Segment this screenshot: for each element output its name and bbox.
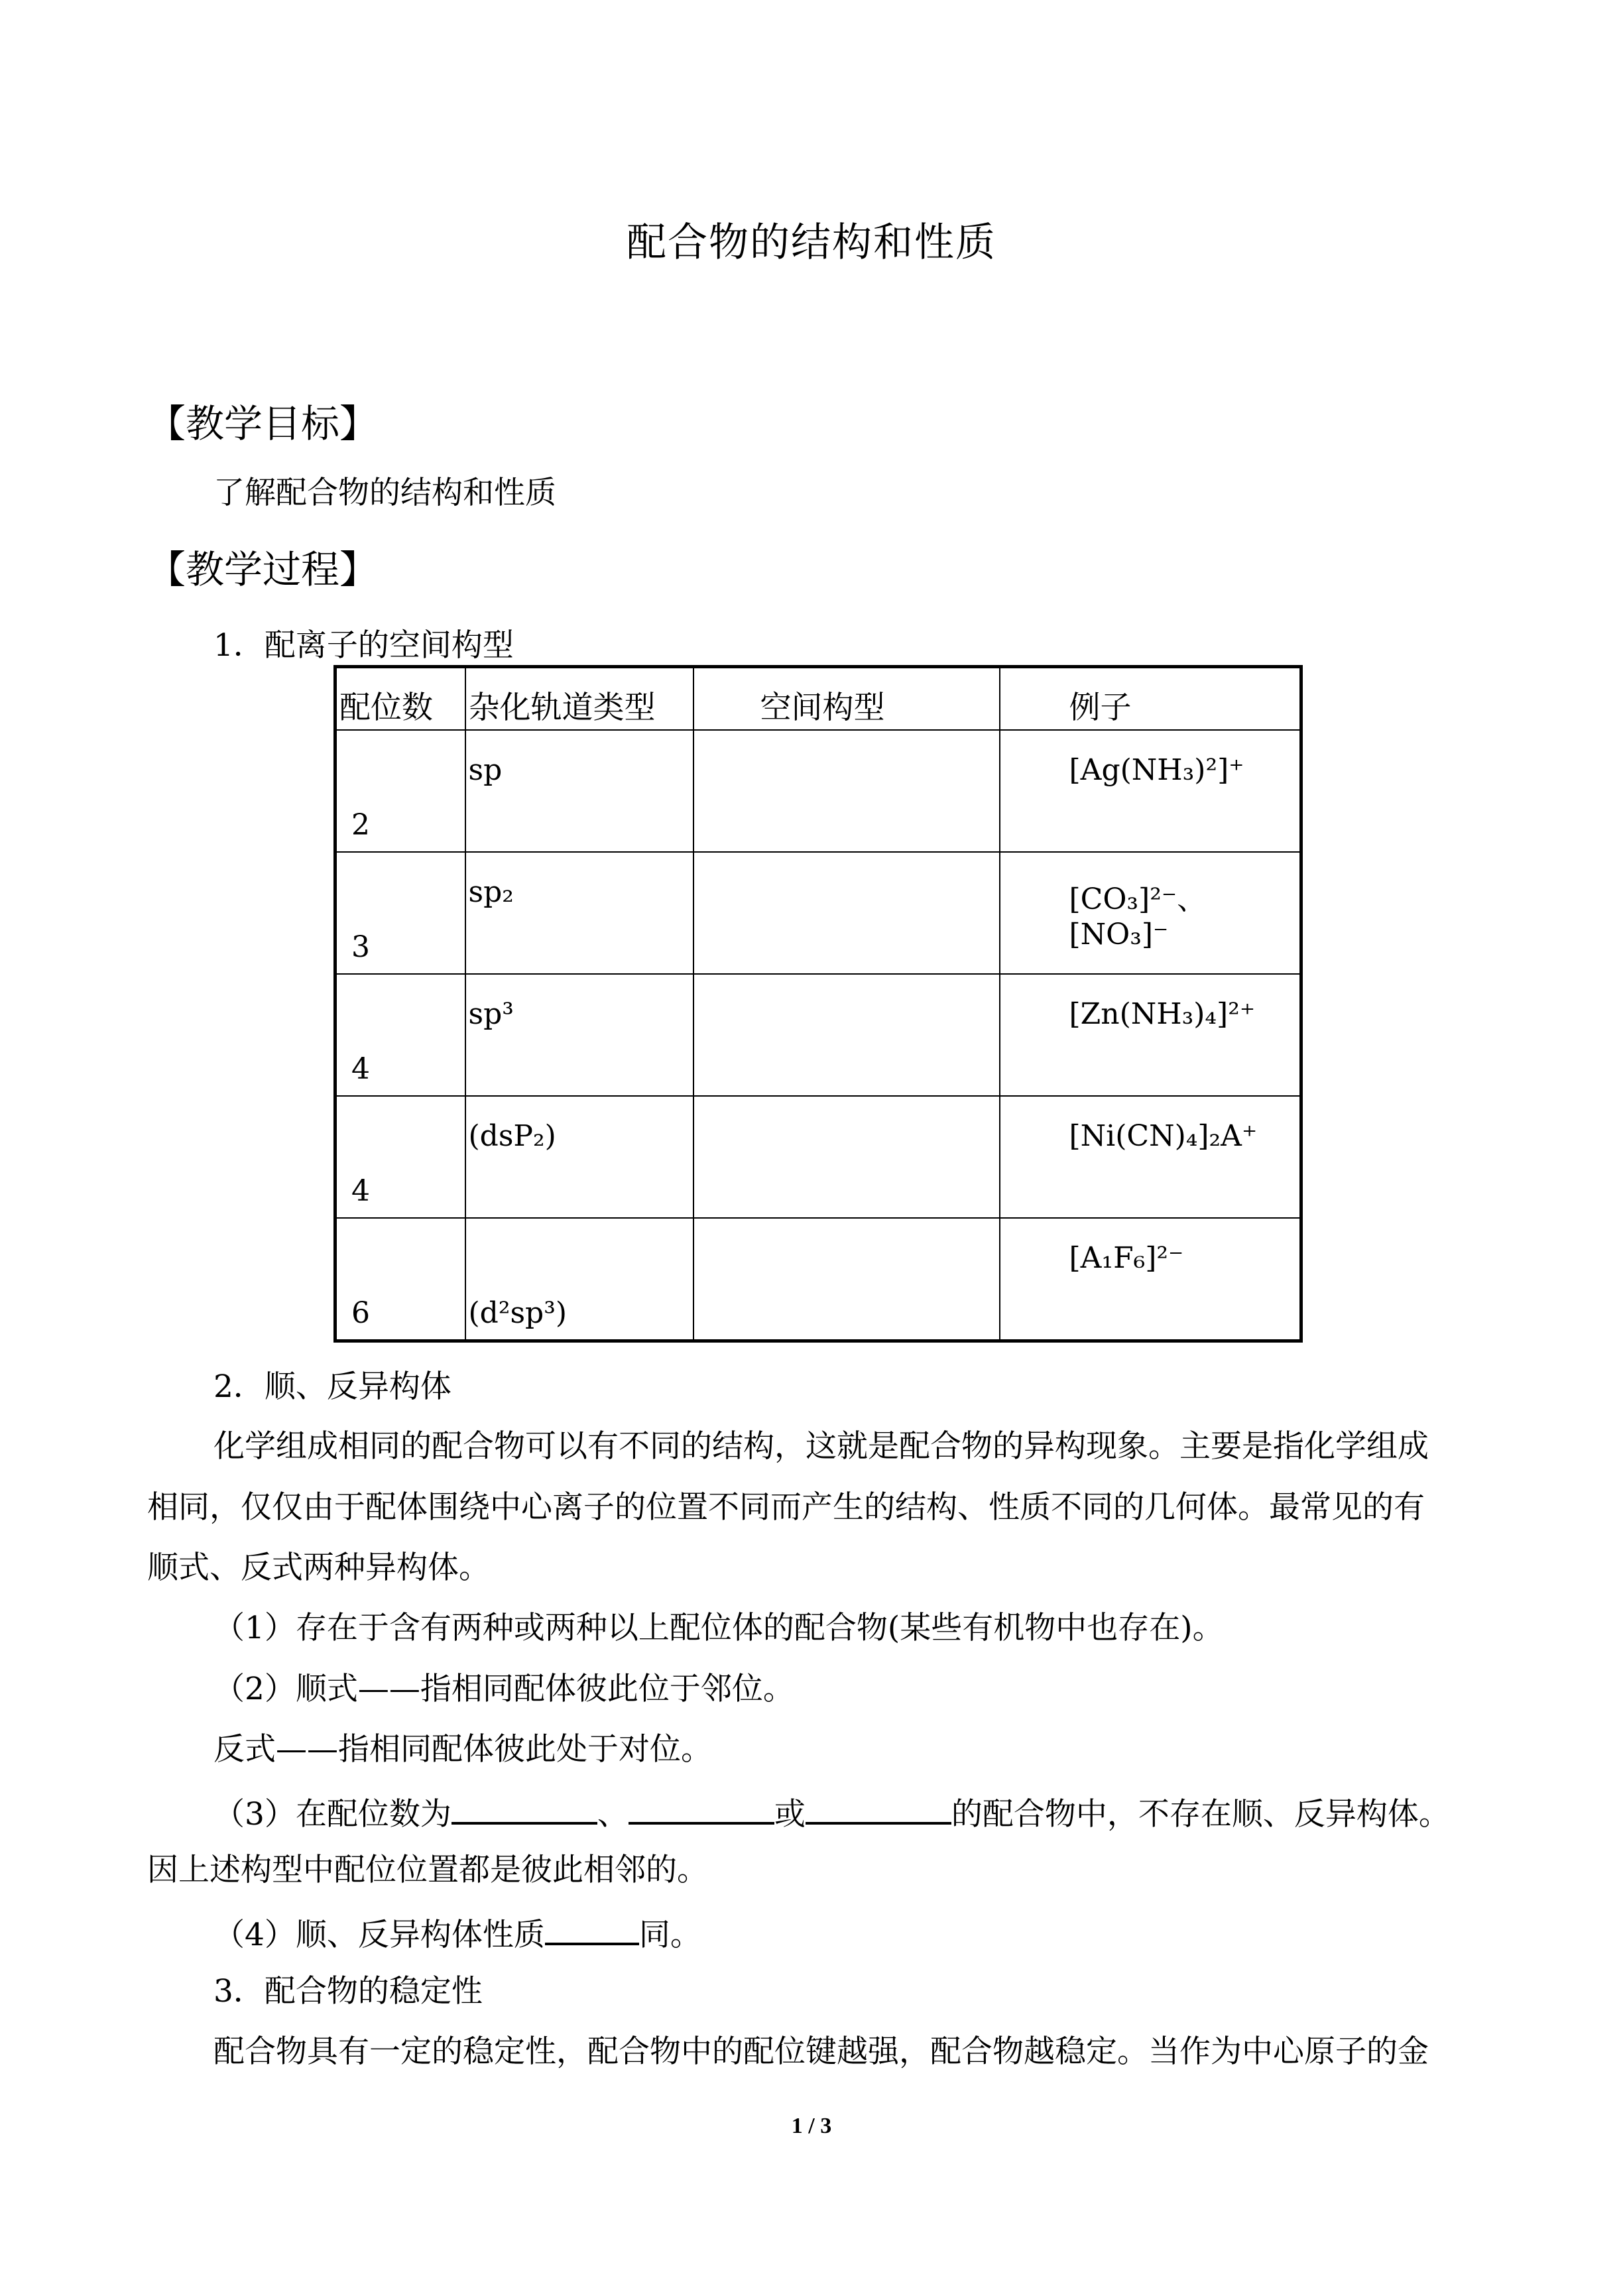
fill-blank-3[interactable] [806,1794,951,1825]
heading-teaching-goal: 【教学目标】 [147,401,379,446]
section1-title: 1．配离子的空间构型 [213,627,514,664]
intro-text: 了解配合物的结构和性质 [213,475,556,511]
header-cell: 杂化轨道类型 [465,667,693,731]
cell-example: [A₁F₆]²⁻ [1000,1218,1301,1341]
cell-geometry [693,974,1000,1096]
cell-example: [Ni(CN)₄]₂A⁺ [1000,1096,1301,1218]
fill-blank-1[interactable] [451,1794,597,1825]
header-cell: 空间构型 [693,667,1000,731]
section3-title: 3．配合物的稳定性 [213,1973,483,2010]
item3-text-d: 的配合物中，不存在顺、反异构体。 [951,1796,1450,1833]
cell-hybrid: (d²sp³) [465,1218,693,1341]
item3-text-a: （3）在配位数为 [213,1796,451,1833]
table-row [335,1096,1301,1218]
table-row [335,1218,1301,1341]
cell-example: [Ag(NH₃)²]⁺ [1000,730,1301,852]
cell-hybrid: sp [465,730,693,852]
cell-geometry [693,1218,1000,1341]
section2-item2: （2）顺式——指相同配体彼此位于邻位。 [213,1671,794,1707]
section2-item2b: 反式——指相同配体彼此处于对位。 [213,1731,712,1768]
section3-paragraph-line1: 配合物具有一定的稳定性，配合物中的配位键越强，配合物越稳定。当作为中心原子的金 [213,2033,1429,2070]
cell-coordination-number: 3 [335,852,465,974]
section2-item1: （1）存在于含有两种或两种以上配位体的配合物(某些有机物中也存在)。 [213,1610,1224,1646]
section2-item3-line2: 因上述构型中配位位置都是彼此相邻的。 [147,1852,708,1888]
item3-text-b: 、 [597,1796,629,1833]
table-header-row [335,667,1301,731]
cell-geometry [693,730,1000,852]
section2-item3 [213,1794,1450,1833]
fill-blank-2[interactable] [629,1794,774,1825]
page-title: 配合物的结构和性质 [627,219,996,266]
section2-item4 [213,1915,701,1951]
table-row [335,974,1301,1096]
heading-teaching-process: 【教学过程】 [147,547,379,592]
cell-coordination-number: 4 [335,974,465,1096]
fill-blank-4[interactable] [545,1915,639,1945]
cell-coordination-number: 4 [335,1096,465,1218]
cell-geometry [693,1096,1000,1218]
cell-hybrid: (dsP₂) [465,1096,693,1218]
item4-text-b: 同。 [638,1917,701,1953]
cell-coordination-number: 6 [335,1218,465,1341]
cell-example: [CO₃]²⁻、[NO₃]⁻ [1000,852,1301,974]
section2-paragraph-line2: 相同，仅仅由于配体围绕中心离子的位置不同而产生的结构、性质不同的几何体。最常见的有 [147,1489,1425,1526]
header-cell: 配位数 [335,667,465,731]
cell-hybrid: sp₂ [465,852,693,974]
table-row [335,730,1301,852]
cell-coordination-number: 2 [335,730,465,852]
cell-geometry [693,852,1000,974]
header-cell: 例子 [1000,667,1301,731]
section2-title: 2．顺、反异构体 [213,1368,451,1405]
cell-hybrid: sp³ [465,974,693,1096]
item3-text-c: 或 [774,1796,806,1833]
page-number: 1 / 3 [791,2114,832,2138]
item4-text-a: （4）顺、反异构体性质 [213,1917,545,1953]
coordination-table [333,665,1303,1343]
cell-example: [Zn(NH₃)₄]²⁺ [1000,974,1301,1096]
section2-paragraph-line3: 顺式、反式两种异构体。 [147,1549,490,1586]
table-row [335,852,1301,974]
section2-paragraph-line1: 化学组成相同的配合物可以有不同的结构，这就是配合物的异构现象。主要是指化学组成 [213,1428,1429,1465]
